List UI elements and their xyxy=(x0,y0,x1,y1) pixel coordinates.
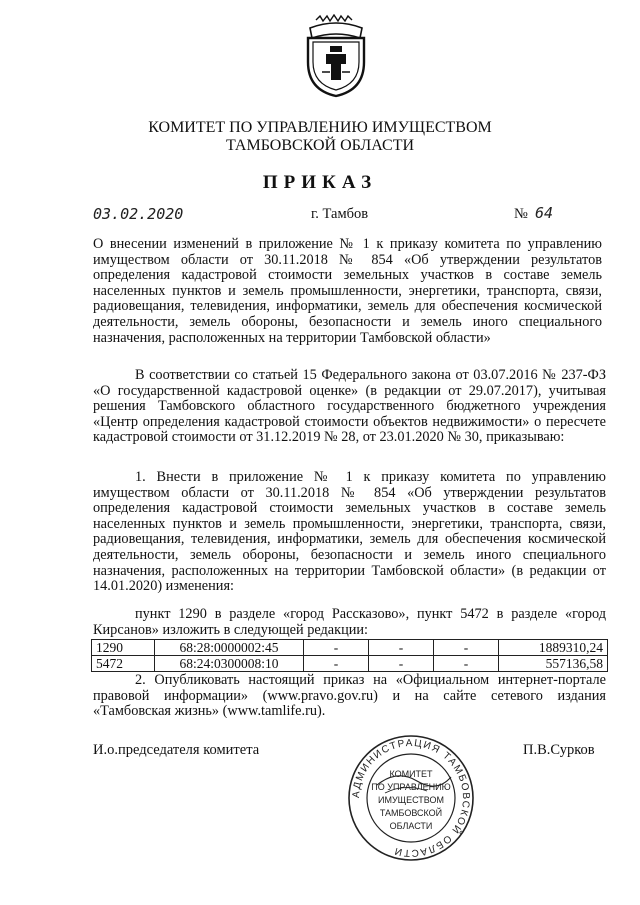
table-cell-empty: - xyxy=(369,640,434,656)
preamble-paragraph: В соответствии со статьей 15 Федерального закона от 03.07.2016 № 237-ФЗ «О государственной кадастровой оценке» (в редакции от 29.07.2017), учитывая решения Тамбовского областного государственного бюджетного учреждения «Центр определения кадастровой стоимости объектов недвижимости» о пересчете кадастровой стоимости от 31.12.2019 № 28, от 23.01.2020 № 30, приказываю: xyxy=(93,367,606,446)
table-cell-cadastral-number: 68:28:0000002:45 xyxy=(155,640,304,656)
organization-name-line1: КОМИТЕТ ПО УПРАВЛЕНИЮ ИМУЩЕСТВОМ xyxy=(148,119,492,136)
item-1-subparagraph: пункт 1290 в разделе «город Рассказово», пункт 5472 в разделе «город Кирсанов» изложить в следующей редакции: xyxy=(93,606,606,638)
stamp-line-3: ИМУЩЕСТВОМ xyxy=(377,795,445,805)
order-city: г. Тамбов xyxy=(311,206,369,222)
table-cell-item: 5472 xyxy=(92,656,155,672)
stamp-line-1: КОМИТЕТ xyxy=(389,769,433,779)
signatory-name: П.В.Сурков xyxy=(523,742,595,758)
table-cell-item: 1290 xyxy=(92,640,155,656)
table-row xyxy=(92,656,608,672)
cadastral-value-table xyxy=(91,639,608,672)
table-cell-empty: - xyxy=(304,640,369,656)
order-number-prefix: № xyxy=(514,206,528,222)
table-row xyxy=(92,640,608,656)
organization-name-line2: ТАМБОВСКОЙ ОБЛАСТИ xyxy=(225,137,415,154)
table-cell-cadastral-number: 68:24:0300008:10 xyxy=(155,656,304,672)
coat-of-arms-emblem xyxy=(300,14,372,98)
item-2-paragraph: 2. Опубликовать настоящий приказ на «Официальном интернет-портале правовой информации» (www.pravo.gov.ru) и на сайте сетевого издания «Тамбовская жизнь» (www.tamlife.ru). xyxy=(93,672,606,720)
order-subject: О внесении изменений в приложение № 1 к приказу комитета по управлению имуществом области от 30.11.2018 № 854 «Об утверждении результатов определения кадастровой стоимости земельных участков в составе земель населенных пунктов и земель промышленности, энергетики, транспорта, связи, радиовещания, телевидения, информатики, земель для обеспечения космической деятельности, земель обороны, безопасности и земель иного специального назначения, расположенных на территории Тамбовской области» xyxy=(93,236,602,346)
stamp-line-4: ТАМБОВСКОЙ xyxy=(379,808,443,818)
table-cell-empty: - xyxy=(434,656,499,672)
table-cell-value: 1889310,24 xyxy=(499,640,608,656)
order-date: 03.02.2020 xyxy=(93,205,184,223)
document-type-heading: ПРИКАЗ xyxy=(262,172,378,193)
signatory-position: И.о.председателя комитета xyxy=(93,742,260,758)
stamp-ring-text: АДМИНИСТРАЦИЯ ТАМБОВСКОЙ ОБЛАСТИ xyxy=(350,737,472,859)
stamp-line-5: ОБЛАСТИ xyxy=(389,821,433,831)
table-cell-empty: - xyxy=(304,656,369,672)
item-1-paragraph: 1. Внести в приложение № 1 к приказу комитета по управлению имуществом области от 30.11.2018 № 854 «Об утверждении результатов определения кадастровой стоимости земельных участков в составе земель населенных пунктов и земель промышленности, энергетики, транспорта, связи, радиовещания, телевидения, информатики, земель для обеспечения космической деятельности, земель обороны, безопасности и земель иного специального назначения, расположенных на территории Тамбовской области» (в редакции от 14.01.2020) изменения: xyxy=(93,469,606,595)
table-cell-empty: - xyxy=(369,656,434,672)
stamp-line-2: ПО УПРАВЛЕНИЮ xyxy=(371,782,451,792)
table-cell-empty: - xyxy=(434,640,499,656)
official-stamp xyxy=(347,733,475,863)
order-number: 64 xyxy=(535,204,554,222)
table-cell-value: 557136,58 xyxy=(499,656,608,672)
